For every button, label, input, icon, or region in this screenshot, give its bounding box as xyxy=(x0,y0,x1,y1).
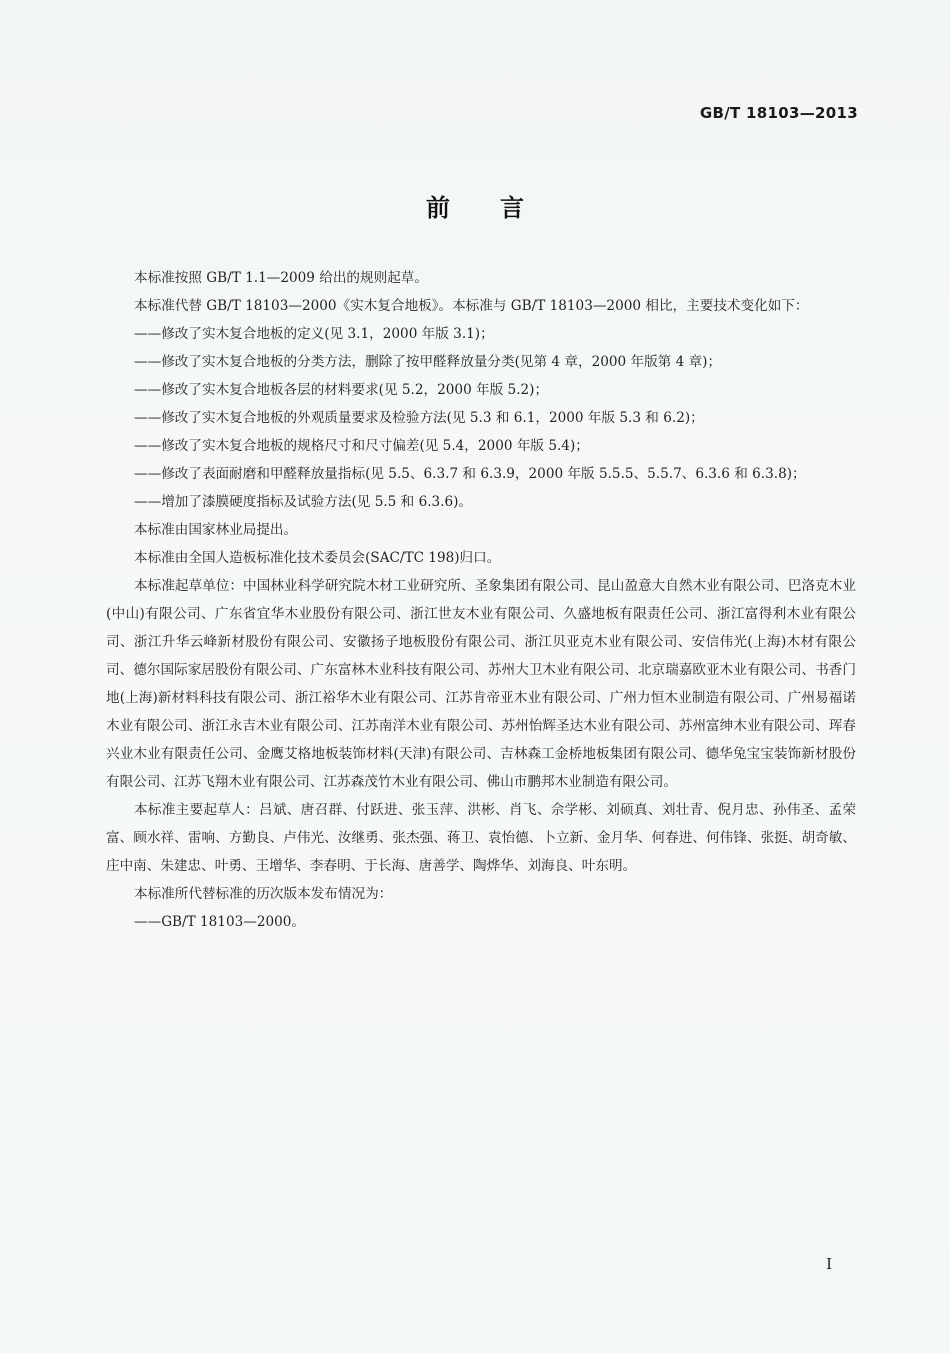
page-number: I xyxy=(826,1255,832,1273)
standard-code: GB/T 18103—2013 xyxy=(699,104,858,122)
change-item: ——修改了实木复合地板的规格尺寸和尺寸偏差(见 5.4，2000 年版 5.4)； xyxy=(134,438,589,454)
change-item: ——修改了实木复合地板的定义(见 3.1，2000 年版 3.1)； xyxy=(134,326,494,342)
preface-body xyxy=(106,264,856,936)
change-item: ——修改了实木复合地板的外观质量要求及检验方法(见 5.3 和 6.1，2000 年版 5.3 和 6.2)； xyxy=(134,410,704,426)
change-item: ——修改了表面耐磨和甲醛释放量指标(见 5.5、6.3.7 和 6.3.9，2000 年版 5.5.5、5.5.7、6.3.6 和 6.3.8)； xyxy=(134,466,806,482)
paragraph-centralized-by: 本标准由全国人造板标准化技术委员会(SAC/TC 198)归口。 xyxy=(134,550,501,566)
page-title: 前言 xyxy=(426,194,574,222)
paragraph-proposed-by: 本标准由国家林业局提出。 xyxy=(134,522,298,538)
paragraph-drafting-units: 本标准起草单位：中国林业科学研究院木材工业研究所、圣象集团有限公司、昆山盈意大自然木业有限公司、巴洛克木业(中山)有限公司、广东省宜华木业股份有限公司、浙江世友木业有限公司、久盛地板有限责任公司、浙江富得利木业有限公司、浙江升华云峰新材股份有限公司、安徽扬子地板股份有限公司、浙江贝亚克木业有限公司、安信伟光(上海)木材有限公司、德尔国际家居股份有限公司、广东富林木业科技有限公司、苏州大卫木业有限公司、北京瑞嘉欧亚木业有限公司、书香门地(上海)新材料科技有限公司、浙江裕华木业有限公司、江苏肯帝亚木业有限公司、广州力恒木业制造有限公司、广州易福诺木业有限公司、浙江永吉木业有限公司、江苏南洋木业有限公司、苏州怡辉圣达木业有限公司、苏州富绅木业有限公司、珲春兴业木业有限责任公司、金鹰艾格地板装饰材料(天津)有限公司、吉林森工金桥地板集团有限公司、德华兔宝宝装饰新材股份有限公司、江苏飞翔木业有限公司、江苏森茂竹木业有限公司、佛山市鹏邦木业制造有限公司。 xyxy=(106,578,856,790)
paragraph-replaces: 本标准代替 GB/T 18103—2000《实木复合地板》。本标准与 GB/T 18103—2000 相比，主要技术变化如下： xyxy=(134,298,809,314)
paragraph-drafters: 本标准主要起草人：吕斌、唐召群、付跃进、张玉萍、洪彬、肖飞、佘学彬、刘硕真、刘壮青、倪月忠、孙伟圣、孟荣富、顾水祥、雷响、方勤良、卢伟光、汝继勇、张杰强、蒋卫、袁怡德、卜立新、金月华、何春进、何伟锋、张挺、胡奇敏、庄中南、朱建忠、叶勇、王增华、李春明、于长海、唐善学、陶烨华、刘海良、叶东明。 xyxy=(106,802,856,874)
change-item: ——修改了实木复合地板各层的材料要求(见 5.2，2000 年版 5.2)； xyxy=(134,382,549,398)
paragraph-drafting-rules: 本标准按照 GB/T 1.1—2009 给出的规则起草。 xyxy=(134,270,428,286)
change-item: ——修改了实木复合地板的分类方法，删除了按甲醛释放量分类(见第 4 章，2000 年版第 4 章)； xyxy=(134,354,722,370)
change-item: ——增加了漆膜硬度指标及试验方法(见 5.5 和 6.3.6)。 xyxy=(134,494,473,510)
paragraph-history-intro: 本标准所代替标准的历次版本发布情况为： xyxy=(134,886,393,902)
history-item: ——GB/T 18103—2000。 xyxy=(134,914,306,930)
